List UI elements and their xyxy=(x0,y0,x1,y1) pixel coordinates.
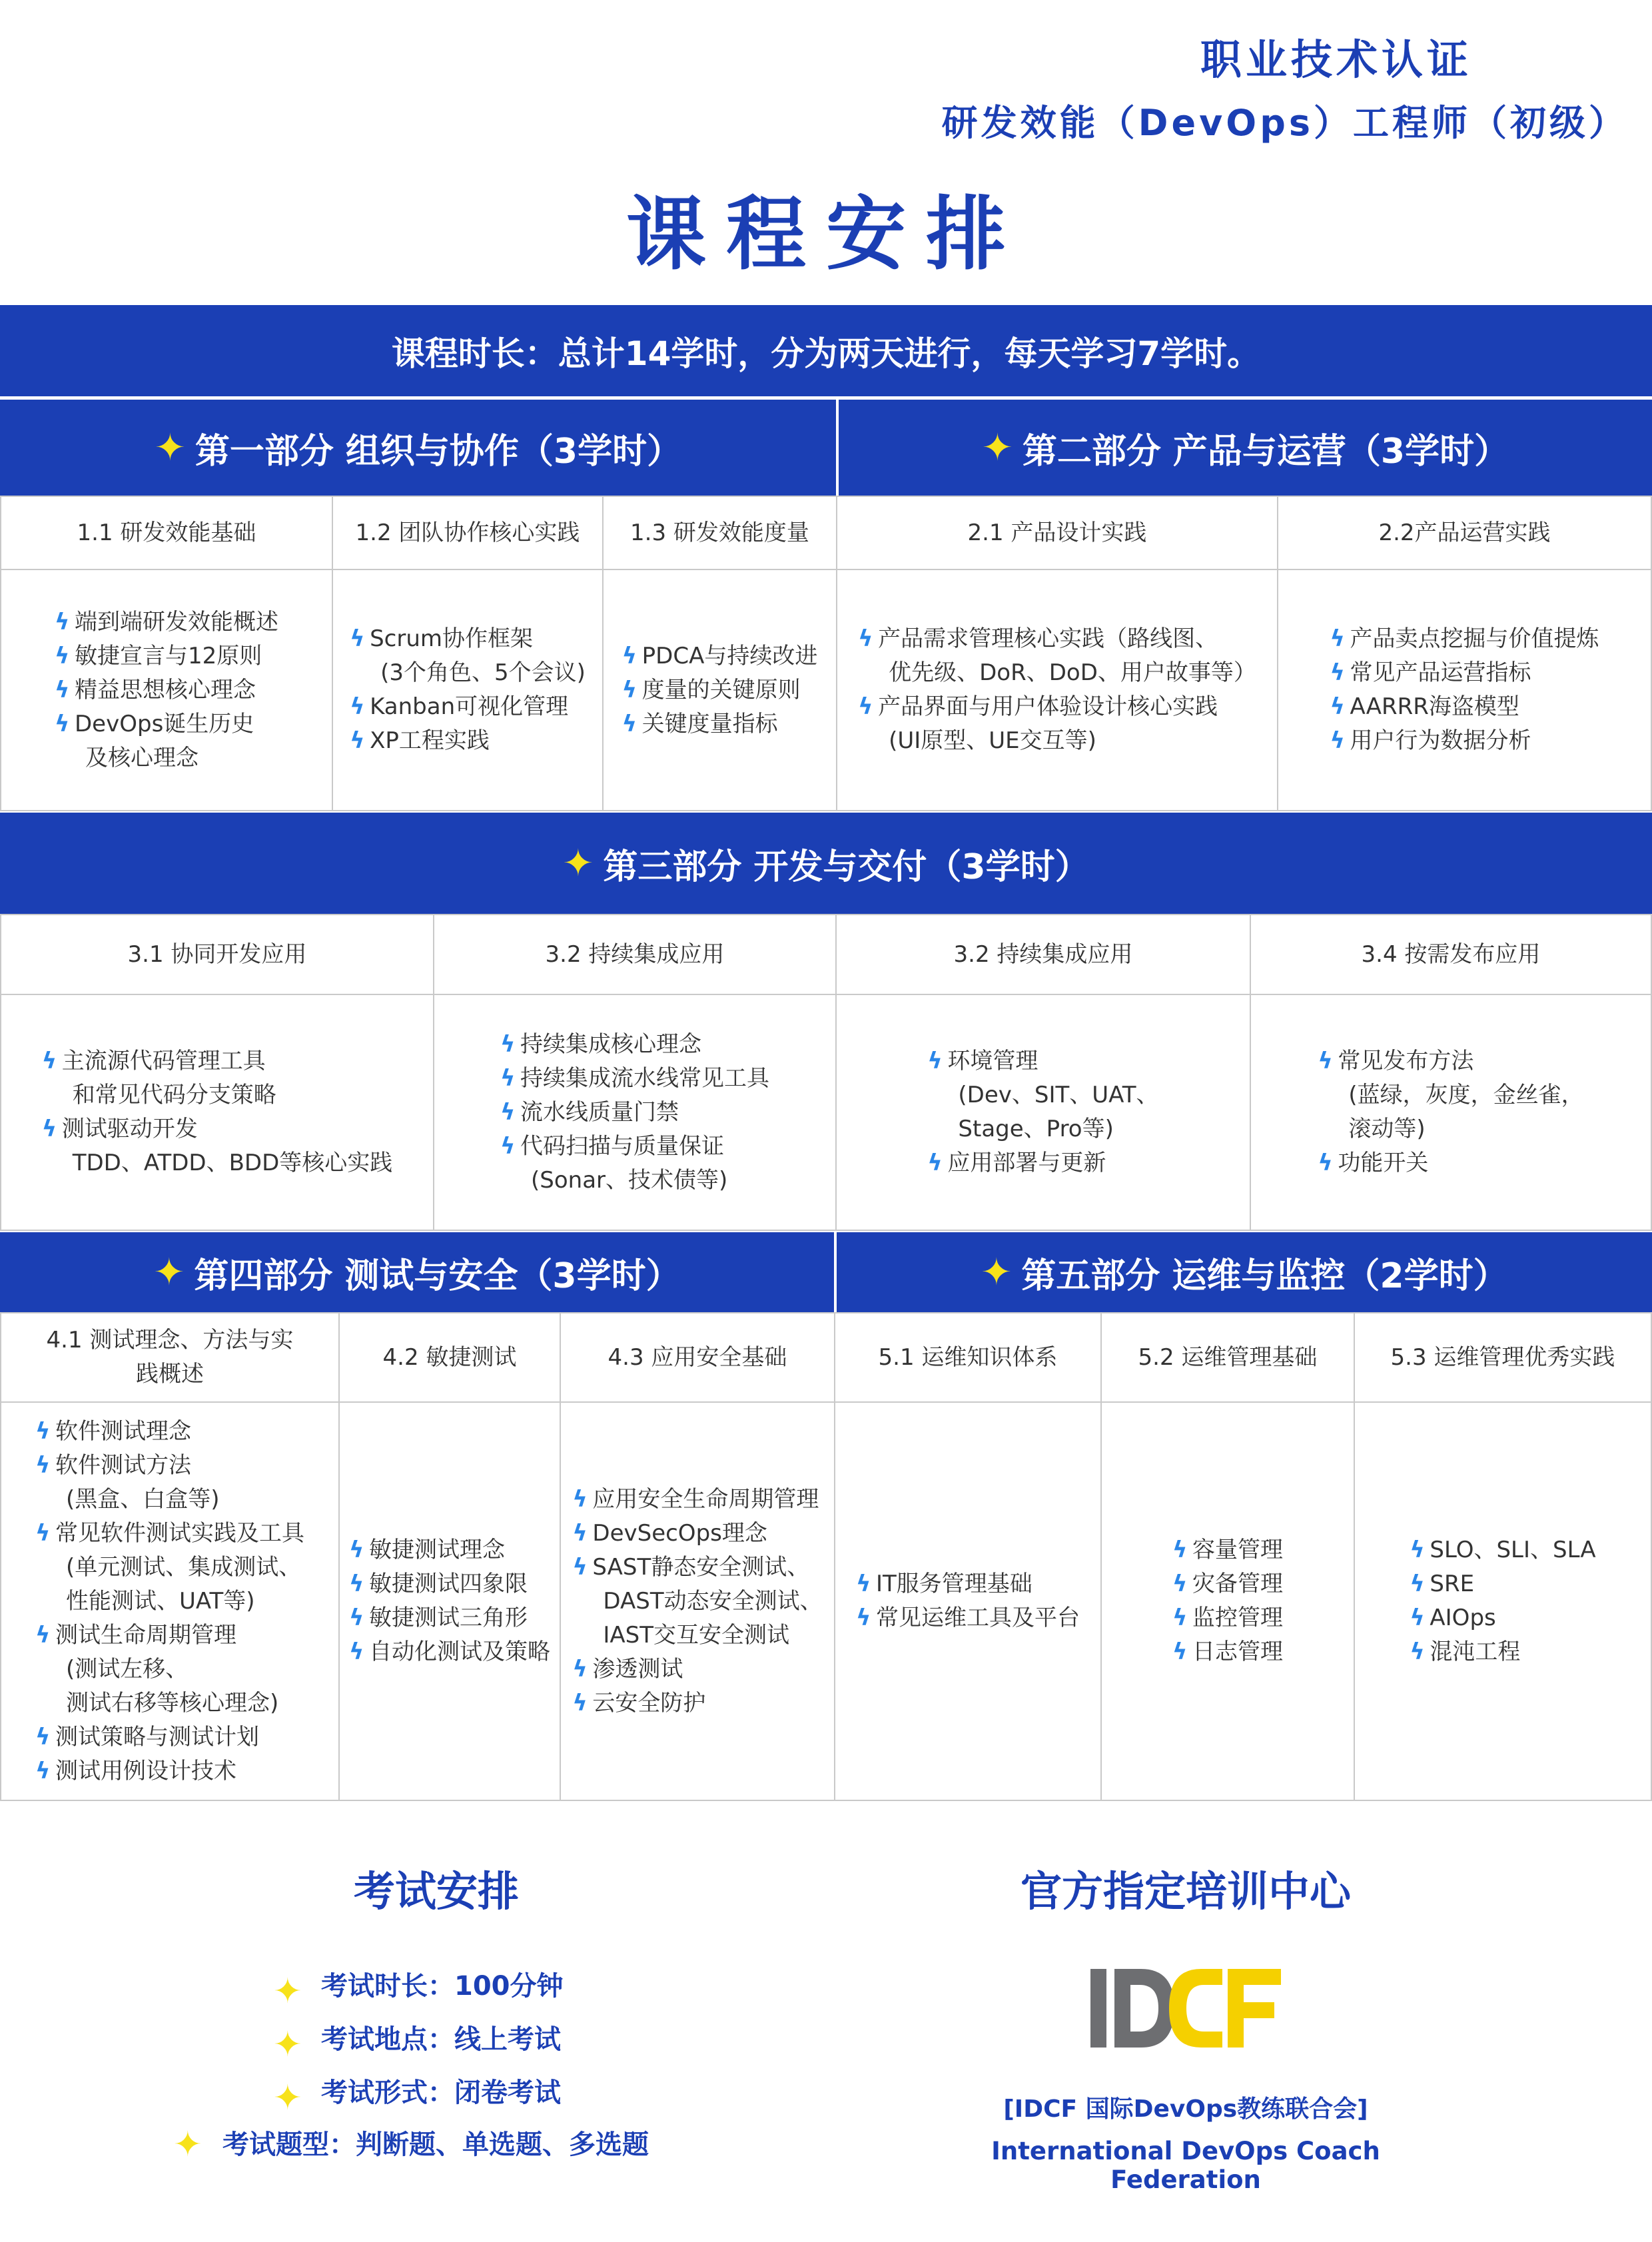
part4-title: 第四部分 测试与安全（3学时） xyxy=(194,1256,681,1296)
part2-title: 第二部分 产品与运营（3学时） xyxy=(1022,431,1509,472)
list-item xyxy=(1318,1146,1583,1180)
list-item xyxy=(1330,656,1599,690)
list-item-continuation-line: DAST动态安全测试、 xyxy=(603,1587,823,1615)
list-item-text: 测试策略与测试计划 xyxy=(55,1723,259,1750)
lightning-icon: ϟ xyxy=(1318,1048,1333,1074)
list-item xyxy=(1410,1635,1595,1669)
part1-title: 第一部分 组织与协作（3学时） xyxy=(195,431,682,472)
exam-format: 考试形式：闭卷考试 xyxy=(321,2077,561,2108)
module-4-2-header xyxy=(338,1312,561,1403)
module-5-1-header xyxy=(834,1312,1102,1403)
lightning-icon: ϟ xyxy=(856,1605,871,1631)
list-item-continuation xyxy=(65,741,254,775)
list-item xyxy=(35,1449,304,1517)
list-item-continuation-line: 及核心理念 xyxy=(85,744,199,771)
list-item-continuation-line: IAST交互安全测试 xyxy=(603,1621,790,1649)
list-item xyxy=(1172,1567,1283,1601)
list-item xyxy=(856,1567,1080,1601)
module-5-3-header xyxy=(1354,1312,1652,1403)
module-title: 3.1 协同开发应用 xyxy=(127,940,307,968)
module-1-2-content xyxy=(332,569,604,811)
part1-header xyxy=(0,400,836,496)
list-item-text: 敏捷宣言与12原则 xyxy=(75,642,262,669)
lightning-icon: ϟ xyxy=(349,1605,364,1631)
list-item-continuation-line: (测试左移、 xyxy=(66,1655,189,1682)
list-item-text: 产品卖点挖掘与价值提炼 xyxy=(1350,625,1599,652)
list-item xyxy=(350,724,586,758)
list-item xyxy=(350,690,586,724)
lightning-icon: ϟ xyxy=(500,1098,516,1126)
list-item xyxy=(622,639,818,673)
lightning-icon: ϟ xyxy=(500,1030,516,1058)
lightning-icon: ϟ xyxy=(572,1485,588,1513)
list-item-text: 常见产品运营指标 xyxy=(1350,659,1531,686)
list-item-text: 主流源代码管理工具 xyxy=(61,1048,266,1074)
list-item xyxy=(1410,1533,1595,1567)
sparkle-icon: ✦ xyxy=(981,1250,1013,1294)
list-item-text: 云安全防护 xyxy=(592,1689,706,1716)
module-5-2-content xyxy=(1100,1401,1355,1801)
list-item-continuation xyxy=(46,1653,278,1720)
exam-title: 考试安排 xyxy=(353,1867,519,1916)
list-item-text: Kanban可视化管理 xyxy=(370,693,569,720)
list-item-text: Scrum协作框架 xyxy=(370,625,534,652)
lightning-icon: ϟ xyxy=(35,1417,51,1445)
list-item xyxy=(858,690,1256,758)
lightning-icon: ϟ xyxy=(1330,693,1345,720)
list-item xyxy=(1172,1601,1283,1635)
module-4-2-content xyxy=(338,1401,561,1801)
module-title: 4.3 应用安全基础 xyxy=(608,1343,787,1371)
list-item-text: 混沌工程 xyxy=(1430,1639,1521,1665)
list-item xyxy=(1318,1044,1583,1146)
module-list xyxy=(858,622,1256,758)
lightning-icon: ϟ xyxy=(350,693,365,720)
module-3-2-content xyxy=(433,994,837,1231)
part3-header xyxy=(0,813,1652,914)
module-1-3-header xyxy=(602,496,837,570)
list-item xyxy=(349,1533,550,1567)
list-item-continuation xyxy=(53,1078,276,1112)
list-item-text: 软件测试方法 xyxy=(55,1451,191,1479)
lightning-icon: ϟ xyxy=(35,1757,51,1784)
lightning-icon: ϟ xyxy=(349,1639,364,1665)
list-item-continuation-line: 滚动等) xyxy=(1348,1116,1426,1142)
lightning-icon: ϟ xyxy=(572,1689,588,1716)
module-title: 5.3 运维管理优秀实践 xyxy=(1390,1343,1615,1371)
module-title: 2.1 产品设计实践 xyxy=(967,519,1147,546)
list-item xyxy=(856,1601,1080,1635)
list-item-text: 应用安全生命周期管理 xyxy=(592,1485,819,1513)
list-item xyxy=(858,622,1256,690)
list-item-continuation-line: (单元测试、集成测试、 xyxy=(66,1553,302,1581)
list-item-text: 监控管理 xyxy=(1192,1605,1283,1631)
lightning-icon: ϟ xyxy=(350,625,365,652)
part2-header xyxy=(839,400,1652,496)
module-title: 4.2 敏捷测试 xyxy=(382,1343,517,1371)
list-item xyxy=(500,1062,769,1096)
list-item xyxy=(55,639,278,673)
module-list xyxy=(1330,622,1599,758)
lightning-icon: ϟ xyxy=(1172,1639,1188,1665)
list-item-text: 精益思想核心理念 xyxy=(75,676,256,703)
list-item xyxy=(622,707,818,741)
list-item xyxy=(1172,1635,1283,1669)
list-item xyxy=(349,1567,550,1601)
list-item-text: 产品需求管理核心实践（路线图、 xyxy=(878,625,1218,652)
lightning-icon: ϟ xyxy=(621,642,637,669)
module-title: 1.1 研发效能基础 xyxy=(77,519,256,546)
lightning-icon: ϟ xyxy=(927,1150,943,1176)
lightning-icon: ϟ xyxy=(55,642,70,669)
list-item-text: 测试用例设计技术 xyxy=(55,1757,236,1784)
list-item-text: 常见软件测试实践及工具 xyxy=(55,1519,304,1547)
list-item-text: IT服务管理基础 xyxy=(876,1571,1032,1597)
lightning-icon: ϟ xyxy=(1172,1571,1188,1597)
lightning-icon: ϟ xyxy=(1410,1639,1425,1665)
list-item-continuation-line: (3个角色、5个会议) xyxy=(380,659,586,686)
list-item-continuation-line: (黑盒、白盒等) xyxy=(66,1485,220,1513)
lightning-icon: ϟ xyxy=(1330,625,1345,652)
list-item-continuation xyxy=(869,724,1218,758)
lightning-icon: ϟ xyxy=(621,676,637,703)
list-item-text: 渗透测试 xyxy=(592,1655,683,1682)
list-item-text: 应用部署与更新 xyxy=(947,1150,1106,1176)
list-item xyxy=(1410,1567,1595,1601)
list-item-continuation-line: 测试右移等核心理念) xyxy=(66,1689,279,1716)
list-item xyxy=(55,707,278,775)
list-item-text: 用户行为数据分析 xyxy=(1350,727,1531,754)
list-item-continuation xyxy=(46,1551,304,1619)
list-item-text: SLO、SLI、SLA xyxy=(1430,1537,1596,1563)
list-item-text: 测试生命周期管理 xyxy=(55,1621,236,1649)
exam-location: 考试地点：线上考试 xyxy=(321,2024,561,2055)
cert-subtitle: 研发效能（DevOps）工程师（初级） xyxy=(941,102,1628,144)
module-title: 4.1 测试理念、方法与实践概述 xyxy=(46,1327,294,1387)
list-item-continuation xyxy=(511,1164,727,1198)
list-item-text: 关键度量指标 xyxy=(641,710,778,737)
sparkle-icon: ✦ xyxy=(153,1250,185,1294)
cert-title: 职业技术认证 xyxy=(1200,35,1472,84)
list-item-text: 灾备管理 xyxy=(1192,1571,1283,1597)
module-title: 1.3 研发效能度量 xyxy=(630,519,809,546)
list-item-continuation-line: (蓝绿，灰度，金丝雀， xyxy=(1348,1082,1584,1108)
module-3-3-header xyxy=(835,914,1251,995)
list-item xyxy=(42,1112,393,1180)
module-3-1-header xyxy=(0,914,434,995)
module-title: 3.4 按需发布应用 xyxy=(1361,940,1541,968)
module-title: 1.2 团队协作核心实践 xyxy=(355,519,580,546)
module-2-1-header xyxy=(836,496,1278,570)
list-item xyxy=(35,1619,304,1720)
sparkle-icon: ✦ xyxy=(273,2025,302,2065)
lightning-icon: ϟ xyxy=(1410,1537,1425,1563)
training-title: 官方指定培训中心 xyxy=(1020,1867,1351,1916)
list-item-text: DevOps诞生历史 xyxy=(75,710,254,737)
list-item-continuation-line: 性能测试、UAT等) xyxy=(66,1587,255,1615)
sparkle-icon: ✦ xyxy=(173,2125,203,2165)
list-item-text: 流水线质量门禁 xyxy=(520,1098,679,1126)
module-list xyxy=(35,1415,304,1788)
list-item-text: 产品界面与用户体验设计核心实践 xyxy=(878,693,1218,720)
exam-question-types: 考试题型：判断题、单选题、多选题 xyxy=(222,2129,649,2160)
list-item xyxy=(35,1754,304,1788)
lightning-icon: ϟ xyxy=(349,1537,364,1563)
list-item xyxy=(55,605,278,639)
list-item-continuation-line: Stage、Pro等) xyxy=(958,1116,1114,1142)
list-item xyxy=(500,1130,769,1198)
lightning-icon: ϟ xyxy=(1172,1537,1188,1563)
part5-title: 第五部分 运维与监控（2学时） xyxy=(1021,1256,1508,1296)
sparkle-icon: ✦ xyxy=(273,1972,302,2012)
list-item xyxy=(55,673,278,707)
list-item xyxy=(572,1653,822,1686)
module-list xyxy=(1172,1533,1283,1669)
list-item-continuation-line: 和常见代码分支策略 xyxy=(72,1082,276,1108)
lightning-icon: ϟ xyxy=(1410,1571,1425,1597)
lightning-icon: ϟ xyxy=(350,727,365,754)
module-list xyxy=(572,1483,822,1720)
list-item-text: 常见发布方法 xyxy=(1338,1048,1474,1074)
module-5-1-content xyxy=(834,1401,1102,1801)
lightning-icon: ϟ xyxy=(572,1519,588,1547)
lightning-icon: ϟ xyxy=(1172,1605,1188,1631)
duration-text: 课程时长：总计14学时，分为两天进行，每天学习7学时。 xyxy=(391,334,1261,373)
list-item-continuation xyxy=(1328,1078,1583,1146)
sparkle-icon: ✦ xyxy=(562,841,594,885)
list-item xyxy=(1330,622,1599,656)
list-item-text: 测试驱动开发 xyxy=(61,1116,198,1142)
module-5-3-content xyxy=(1354,1401,1652,1801)
lightning-icon: ϟ xyxy=(55,676,70,703)
list-item-continuation-line: 优先级、DoR、DoD、用户故事等） xyxy=(889,659,1256,686)
lightning-icon: ϟ xyxy=(1330,659,1345,686)
list-item-text: 度量的关键原则 xyxy=(641,676,801,703)
list-item xyxy=(927,1146,1158,1180)
module-list xyxy=(622,639,818,741)
list-item-continuation-line: TDD、ATDD、BDD等核心实践 xyxy=(72,1150,393,1176)
exam-duration: 考试时长：100分钟 xyxy=(321,1971,564,2002)
list-item-text: 常见运维工具及平台 xyxy=(876,1605,1080,1631)
list-item xyxy=(500,1028,769,1062)
module-list xyxy=(1318,1044,1583,1180)
module-list xyxy=(42,1044,393,1180)
module-3-2-header xyxy=(433,914,837,995)
list-item-text: AIOps xyxy=(1430,1605,1496,1631)
list-item-continuation xyxy=(938,1078,1158,1146)
lightning-icon: ϟ xyxy=(621,710,637,737)
list-item xyxy=(572,1517,822,1551)
list-item-text: 功能开关 xyxy=(1338,1150,1429,1176)
page-title: 课程安排 xyxy=(626,188,1026,281)
module-1-1-header xyxy=(0,496,333,570)
module-title: 3.2 持续集成应用 xyxy=(953,940,1133,968)
lightning-icon: ϟ xyxy=(41,1048,57,1074)
lightning-icon: ϟ xyxy=(500,1064,516,1092)
lightning-icon: ϟ xyxy=(35,1723,51,1750)
list-item xyxy=(35,1415,304,1449)
list-item-continuation-line: (Sonar、技术债等) xyxy=(531,1166,728,1194)
lightning-icon: ϟ xyxy=(55,608,70,635)
list-item-text: PDCA与持续改进 xyxy=(641,642,818,669)
list-item-text: 软件测试理念 xyxy=(55,1417,191,1445)
lightning-icon: ϟ xyxy=(55,710,70,737)
module-title: 3.2 持续集成应用 xyxy=(545,940,725,968)
lightning-icon: ϟ xyxy=(500,1132,516,1160)
module-2-2-content xyxy=(1277,569,1652,811)
module-4-3-content xyxy=(560,1401,835,1801)
lightning-icon: ϟ xyxy=(1330,727,1345,754)
module-list xyxy=(927,1044,1158,1180)
list-item-text: 敏捷测试理念 xyxy=(369,1537,505,1563)
module-list xyxy=(1410,1533,1595,1669)
lightning-icon: ϟ xyxy=(572,1655,588,1682)
lightning-icon: ϟ xyxy=(349,1571,364,1597)
list-item-text: 端到端研发效能概述 xyxy=(75,608,278,635)
list-item xyxy=(572,1551,822,1653)
lightning-icon: ϟ xyxy=(1410,1605,1425,1631)
part3-title: 第三部分 开发与交付（3学时） xyxy=(603,847,1090,887)
list-item-text: 代码扫描与质量保证 xyxy=(520,1132,724,1160)
lightning-icon: ϟ xyxy=(41,1116,57,1142)
module-list xyxy=(349,1533,550,1669)
list-item xyxy=(42,1044,393,1112)
lightning-icon: ϟ xyxy=(927,1048,943,1074)
module-list xyxy=(856,1567,1080,1635)
list-item-continuation xyxy=(869,656,1256,690)
list-item xyxy=(927,1044,1158,1146)
part5-header xyxy=(837,1232,1652,1312)
lightning-icon: ϟ xyxy=(35,1519,51,1547)
list-item xyxy=(349,1635,550,1669)
list-item-continuation xyxy=(583,1585,822,1653)
list-item-text: 持续集成核心理念 xyxy=(520,1030,701,1058)
list-item-text: SAST静态安全测试、 xyxy=(592,1553,810,1581)
module-1-1-content xyxy=(0,569,333,811)
lightning-icon: ϟ xyxy=(35,1621,51,1649)
module-2-1-content xyxy=(836,569,1278,811)
org-name-cn: [IDCF 国际DevOps教练联合会] xyxy=(1003,2095,1368,2123)
module-title: 5.1 运维知识体系 xyxy=(878,1343,1058,1371)
idcf-logo xyxy=(1089,1965,1282,2052)
list-item-text: 自动化测试及策略 xyxy=(369,1639,550,1665)
list-item xyxy=(500,1096,769,1130)
module-list xyxy=(500,1028,769,1198)
module-2-2-header xyxy=(1277,496,1652,570)
module-4-1-content xyxy=(0,1401,340,1801)
sparkle-icon: ✦ xyxy=(981,426,1013,470)
lightning-icon: ϟ xyxy=(858,693,873,720)
module-list xyxy=(55,605,278,775)
list-item xyxy=(1330,690,1599,724)
lightning-icon: ϟ xyxy=(1318,1150,1333,1176)
list-item-text: 敏捷测试三角形 xyxy=(369,1605,528,1631)
list-item-continuation xyxy=(53,1146,393,1180)
module-1-2-header xyxy=(332,496,604,570)
list-item-text: 持续集成流水线常见工具 xyxy=(520,1064,769,1092)
list-item-text: AARRR海盗模型 xyxy=(1350,693,1519,720)
list-item xyxy=(35,1720,304,1754)
list-item xyxy=(622,673,818,707)
duration-banner xyxy=(0,305,1652,398)
list-item xyxy=(35,1517,304,1619)
module-3-4-header xyxy=(1250,914,1652,995)
org-name-en: International DevOps Coach Federation xyxy=(991,2137,1380,2194)
list-item xyxy=(572,1483,822,1517)
sparkle-icon: ✦ xyxy=(154,426,186,470)
list-item-continuation-line: (Dev、SIT、UAT、 xyxy=(958,1082,1159,1108)
list-item xyxy=(349,1601,550,1635)
list-item-continuation xyxy=(360,656,586,690)
list-item-text: DevSecOps理念 xyxy=(592,1519,767,1547)
list-item-continuation-line: (UI原型、UE交互等) xyxy=(889,727,1096,754)
list-item-text: 敏捷测试四象限 xyxy=(369,1571,528,1597)
module-5-2-header xyxy=(1100,1312,1355,1403)
module-3-1-content xyxy=(0,994,434,1231)
module-3-3-content xyxy=(835,994,1251,1231)
module-title: 2.2产品运营实践 xyxy=(1378,519,1551,546)
list-item-text: XP工程实践 xyxy=(370,727,490,754)
list-item-text: SRE xyxy=(1430,1571,1475,1597)
lightning-icon: ϟ xyxy=(572,1553,588,1581)
sparkle-icon: ✦ xyxy=(273,2078,302,2118)
lightning-icon: ϟ xyxy=(858,625,873,652)
module-4-1-header xyxy=(0,1312,340,1403)
list-item xyxy=(350,622,586,690)
part4-header xyxy=(0,1232,834,1312)
list-item-text: 环境管理 xyxy=(947,1048,1038,1074)
module-list xyxy=(350,622,586,758)
lightning-icon: ϟ xyxy=(856,1571,871,1597)
module-4-3-header xyxy=(560,1312,835,1403)
list-item xyxy=(1410,1601,1595,1635)
module-1-3-content xyxy=(602,569,837,811)
idcf-logo-mark xyxy=(1089,1965,1282,2052)
list-item xyxy=(572,1686,822,1720)
list-item xyxy=(1330,724,1599,758)
list-item xyxy=(1172,1533,1283,1567)
list-item-text: 容量管理 xyxy=(1192,1537,1283,1563)
module-title: 5.2 运维管理基础 xyxy=(1138,1343,1318,1371)
module-3-4-content xyxy=(1250,994,1652,1231)
list-item-text: 日志管理 xyxy=(1192,1639,1283,1665)
list-item-continuation xyxy=(46,1483,220,1517)
lightning-icon: ϟ xyxy=(35,1451,51,1479)
